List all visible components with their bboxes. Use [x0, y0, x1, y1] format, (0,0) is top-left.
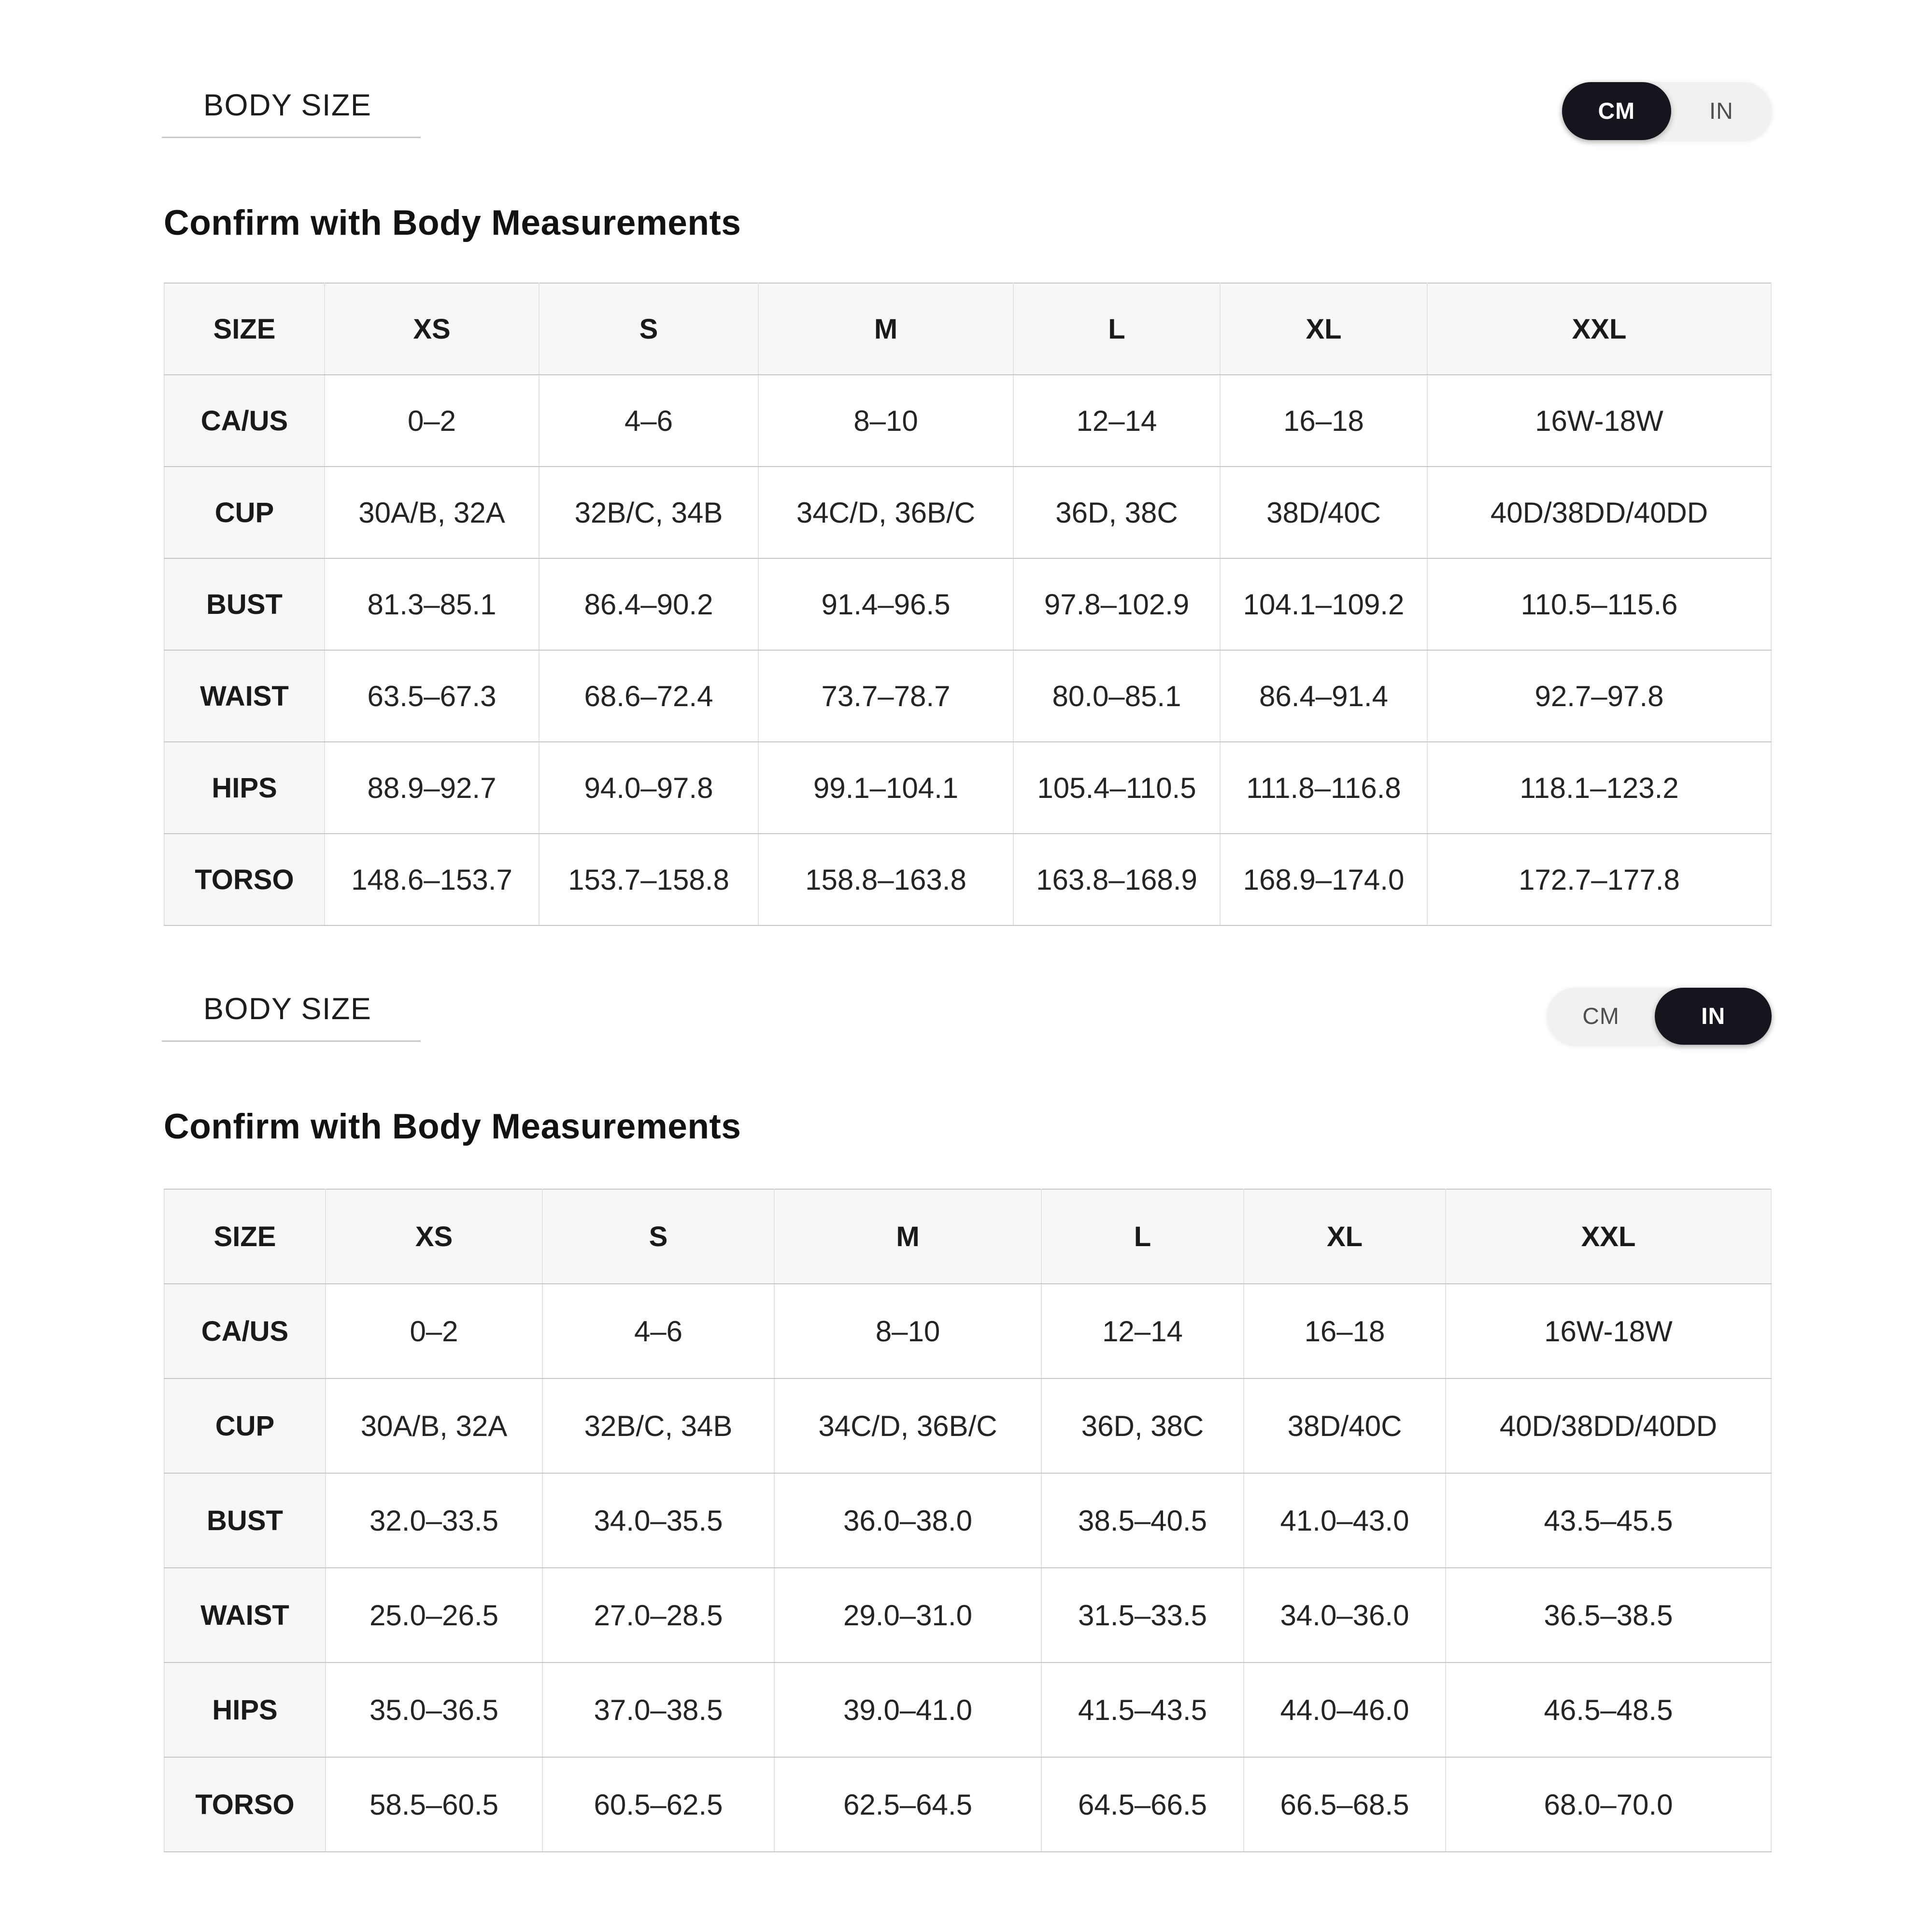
column-header-m: M — [774, 1189, 1041, 1284]
table-cell: 30A/B, 32A — [325, 467, 539, 558]
column-header-s: S — [539, 283, 758, 375]
table-cell: 158.8–163.8 — [758, 834, 1013, 925]
row-label: TORSO — [164, 834, 325, 925]
table-cell: 32B/C, 34B — [542, 1378, 774, 1473]
table-cell: 8–10 — [774, 1284, 1041, 1378]
size-column-header: SIZE — [164, 283, 325, 375]
row-label: BUST — [164, 1473, 326, 1568]
row-label: CUP — [164, 467, 325, 558]
row-label: HIPS — [164, 742, 325, 834]
row-label: CA/US — [164, 1284, 326, 1378]
table-cell: 39.0–41.0 — [774, 1662, 1041, 1757]
table-cell: 81.3–85.1 — [325, 558, 539, 650]
unit-toggle-cm-in[interactable] — [1562, 82, 1772, 140]
table-cell: 41.5–43.5 — [1041, 1662, 1244, 1757]
column-header-xl: XL — [1220, 283, 1427, 375]
table-cell: 105.4–110.5 — [1013, 742, 1220, 834]
table-cell: 34.0–36.0 — [1244, 1568, 1446, 1662]
column-header-xs: XS — [326, 1189, 542, 1284]
table-cell: 30A/B, 32A — [326, 1378, 542, 1473]
table-cell: 110.5–115.6 — [1427, 558, 1771, 650]
table-cell: 68.6–72.4 — [539, 650, 758, 742]
row-label: WAIST — [164, 1568, 326, 1662]
table-cell: 16–18 — [1220, 375, 1427, 467]
table-cell: 38.5–40.5 — [1041, 1473, 1244, 1568]
table-cell: 118.1–123.2 — [1427, 742, 1771, 834]
body-measurements-table-in — [164, 1189, 1772, 1852]
table-cell: 16W-18W — [1427, 375, 1771, 467]
table-row-torso — [164, 1757, 1771, 1852]
table-cell: 0–2 — [326, 1284, 542, 1378]
unit-toggle-cm-in[interactable] — [1547, 988, 1772, 1045]
column-header-l: L — [1041, 1189, 1244, 1284]
table-cell: 34C/D, 36B/C — [774, 1378, 1041, 1473]
table-cell: 63.5–67.3 — [325, 650, 539, 742]
table-cell: 91.4–96.5 — [758, 558, 1013, 650]
table-cell: 37.0–38.5 — [542, 1662, 774, 1757]
column-header-xs: XS — [325, 283, 539, 375]
table-cell: 40D/38DD/40DD — [1427, 467, 1771, 558]
table-cell: 97.8–102.9 — [1013, 558, 1220, 650]
row-label: HIPS — [164, 1662, 326, 1757]
table-row-hips — [164, 742, 1771, 834]
table-cell: 99.1–104.1 — [758, 742, 1013, 834]
toggle-option-in[interactable]: IN — [1709, 98, 1733, 124]
table-cell: 44.0–46.0 — [1244, 1662, 1446, 1757]
table-cell: 4–6 — [539, 375, 758, 467]
table-cell: 46.5–48.5 — [1446, 1662, 1771, 1757]
table-cell: 8–10 — [758, 375, 1013, 467]
row-label: WAIST — [164, 650, 325, 742]
column-header-s: S — [542, 1189, 774, 1284]
body-measurements-table-cm — [164, 283, 1772, 926]
row-label: BUST — [164, 558, 325, 650]
table-cell: 80.0–85.1 — [1013, 650, 1220, 742]
table-cell: 12–14 — [1041, 1284, 1244, 1378]
table-cell: 168.9–174.0 — [1220, 834, 1427, 925]
table-cell: 60.5–62.5 — [542, 1757, 774, 1852]
section-title-body-size: BODY SIZE — [203, 88, 372, 122]
table-cell: 16W-18W — [1446, 1284, 1771, 1378]
table-cell: 94.0–97.8 — [539, 742, 758, 834]
table-cell: 4–6 — [542, 1284, 774, 1378]
column-header-xl: XL — [1244, 1189, 1446, 1284]
table-cell: 40D/38DD/40DD — [1446, 1378, 1771, 1473]
table-row-hips — [164, 1662, 1771, 1757]
table-cell: 148.6–153.7 — [325, 834, 539, 925]
table-cell: 29.0–31.0 — [774, 1568, 1041, 1662]
table-heading: Confirm with Body Measurements — [164, 1107, 741, 1146]
table-cell: 36.0–38.0 — [774, 1473, 1041, 1568]
toggle-option-cm[interactable]: CM — [1582, 1003, 1619, 1029]
table-cell: 43.5–45.5 — [1446, 1473, 1771, 1568]
table-heading: Confirm with Body Measurements — [164, 203, 741, 242]
table-cell: 64.5–66.5 — [1041, 1757, 1244, 1852]
column-header-l: L — [1013, 283, 1220, 375]
table-cell: 27.0–28.5 — [542, 1568, 774, 1662]
section-title-underline — [162, 1040, 421, 1042]
table-cell: 62.5–64.5 — [774, 1757, 1041, 1852]
table-cell: 16–18 — [1244, 1284, 1446, 1378]
table-cell: 66.5–68.5 — [1244, 1757, 1446, 1852]
table-cell: 111.8–116.8 — [1220, 742, 1427, 834]
table-row-cup — [164, 1378, 1771, 1473]
table-row-waist — [164, 1568, 1771, 1662]
table-cell: 92.7–97.8 — [1427, 650, 1771, 742]
table-cell: 31.5–33.5 — [1041, 1568, 1244, 1662]
table-cell: 88.9–92.7 — [325, 742, 539, 834]
table-cell: 163.8–168.9 — [1013, 834, 1220, 925]
table-cell: 32B/C, 34B — [539, 467, 758, 558]
table-cell: 34.0–35.5 — [542, 1473, 774, 1568]
table-cell: 38D/40C — [1220, 467, 1427, 558]
table-cell: 25.0–26.5 — [326, 1568, 542, 1662]
table-cell: 35.0–36.5 — [326, 1662, 542, 1757]
table-cell: 0–2 — [325, 375, 539, 467]
column-header-xxl: XXL — [1427, 283, 1771, 375]
table-cell: 34C/D, 36B/C — [758, 467, 1013, 558]
table-row-cup — [164, 467, 1771, 558]
table-header-row — [164, 1189, 1771, 1284]
table-cell: 32.0–33.5 — [326, 1473, 542, 1568]
toggle-option-in[interactable]: IN — [1655, 988, 1772, 1045]
row-label: TORSO — [164, 1757, 326, 1852]
section-title-body-size: BODY SIZE — [203, 992, 372, 1026]
table-cell: 172.7–177.8 — [1427, 834, 1771, 925]
row-label: CUP — [164, 1378, 326, 1473]
table-header-row — [164, 283, 1771, 375]
table-cell: 36.5–38.5 — [1446, 1568, 1771, 1662]
table-cell: 86.4–90.2 — [539, 558, 758, 650]
table-cell: 12–14 — [1013, 375, 1220, 467]
table-cell: 104.1–109.2 — [1220, 558, 1427, 650]
table-cell: 41.0–43.0 — [1244, 1473, 1446, 1568]
size-column-header: SIZE — [164, 1189, 326, 1284]
table-row-ca-us — [164, 375, 1771, 467]
table-cell: 68.0–70.0 — [1446, 1757, 1771, 1852]
row-label: CA/US — [164, 375, 325, 467]
table-cell: 36D, 38C — [1013, 467, 1220, 558]
table-cell: 58.5–60.5 — [326, 1757, 542, 1852]
table-cell: 38D/40C — [1244, 1378, 1446, 1473]
table-row-waist — [164, 650, 1771, 742]
table-row-torso — [164, 834, 1771, 925]
column-header-m: M — [758, 283, 1013, 375]
table-cell: 86.4–91.4 — [1220, 650, 1427, 742]
table-row-ca-us — [164, 1284, 1771, 1378]
section-title-underline — [162, 137, 421, 138]
table-row-bust — [164, 1473, 1771, 1568]
column-header-xxl: XXL — [1446, 1189, 1771, 1284]
table-cell: 153.7–158.8 — [539, 834, 758, 925]
table-cell: 73.7–78.7 — [758, 650, 1013, 742]
table-row-bust — [164, 558, 1771, 650]
toggle-option-cm[interactable]: CM — [1562, 82, 1671, 140]
table-cell: 36D, 38C — [1041, 1378, 1244, 1473]
